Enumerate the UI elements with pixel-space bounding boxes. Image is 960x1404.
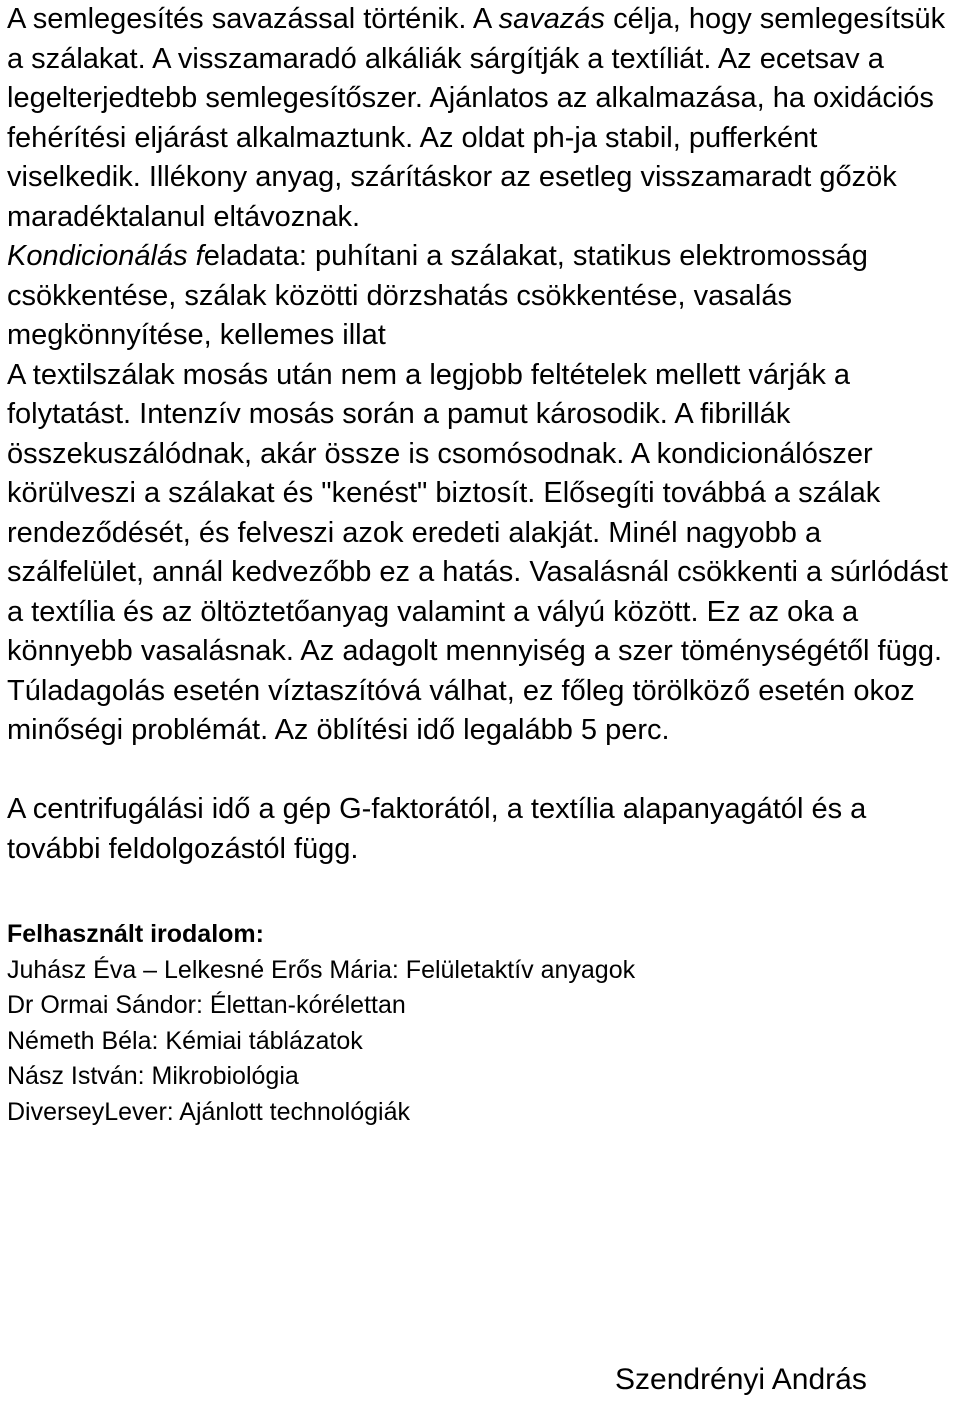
centrifuge-paragraph: A centrifugálási idő a gép G-faktorától, a textília alapanyagától és a további feldolgozástól függ. [7, 793, 867, 865]
references-title: Felhasznált irodalom: [7, 920, 264, 948]
main-text-3: célja, hogy semlegesítsük a szálakat. A visszamaradó alkáliák sárgítják a textíliát. Az ecetsav a legelterjedtebb semlegesítőszer. Ajánlatos az alkalmazása, ha oxidációs fehérítési eljárást alkalmaztunk. Az oldat ph-ja stabil, pufferként viselkedik. Illékony anyag, szárításkor az esetleg visszamaradt gőzök maradéktalanul eltávoznak. [7, 3, 946, 233]
main-paragraph [7, 0, 957, 751]
main-text-italic-kondicionalas: Kondicionálás f [7, 240, 204, 272]
paragraph-spacer [7, 751, 957, 791]
main-text-6: A textilszálak mosás után nem a legjobb feltételek mellett várják a folytatást. Intenzív mosás során a pamut károsodik. A fibrillák összekuszálódnak, akár össze is csomósodnak. A kondicionálószer körülveszi a szálakat és "kenést" biztosít. Elősegíti továbbá a szálak rendeződését, és felveszi azok eredeti alakját. Minél nagyobb a szálfelület, annál kedvezőbb ez a hatás. Vasalásnál csökkenti a súrlódást a textília és az öltöztetőanyag valamint a vályú között. Ez az oka a könnyebb vasalásnak. Az adagolt mennyiség a szer töménységétől függ. Túladagolás esetén víztaszítóvá válhat, ez főleg törölköző esetén okoz minőségi problémát. Az öblítési idő legalább 5 perc. [7, 358, 948, 746]
reference-item: DiverseyLever: Ajánlott technológiák [7, 1097, 411, 1126]
reference-item: Nász István: Mikrobiológia [7, 1062, 299, 1090]
main-text-1: A semlegesítés savazással történik. A [7, 3, 499, 35]
document-page [7, 0, 957, 1130]
main-text-italic-savazas: savazás [498, 3, 606, 35]
reference-item: Dr Ormai Sándor: Élettan-kórélettan [7, 991, 406, 1019]
references-section [7, 917, 957, 1130]
main-text-5: eladata: puhítani a szálakat, statikus elektromosság csökkentése, szálak közötti dörzshatás csökkentése, vasalás megkönnyítése, kellemes illat [7, 240, 868, 351]
author-signature: Szendrényi András [615, 1363, 867, 1396]
reference-item: Németh Béla: Kémiai táblázatok [7, 1026, 363, 1055]
reference-item: Juhász Éva – Lelkesné Erős Mária: Felületaktív anyagok [7, 955, 636, 984]
